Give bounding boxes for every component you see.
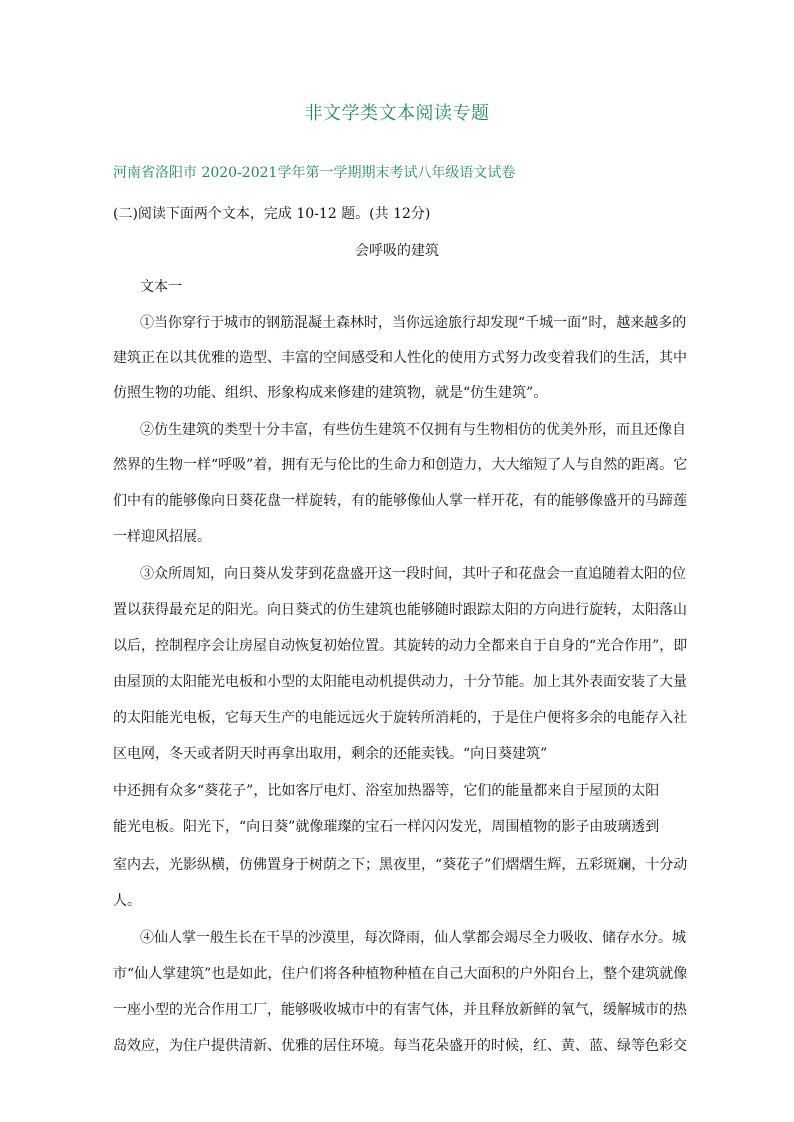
article-title: 会呼吸的建筑 xyxy=(355,243,439,259)
paragraph-line: ①当你穿行于城市的钢筋混凝土森林时，当你远途旅行却发现“千城一面”时，越来越多的 xyxy=(140,315,687,331)
paragraph-line: 中还拥有众多“葵花子”，比如客厅电灯、浴室加热器等，它们的能量都来自于屋顶的太阳 xyxy=(113,783,660,799)
document-title: 非文学类文本阅读专题 xyxy=(304,103,490,124)
paragraph-line: 一座小型的光合作用工厂，能够吸收城市中的有害气体，并且释放新鲜的氧气，缓解城市的热 xyxy=(113,1002,687,1018)
paragraph-line: ②仿生建筑的类型十分丰富，有些仿生建筑不仅拥有与生物相仿的优美外形，而且还像自 xyxy=(140,422,686,438)
paragraph-line: 人。 xyxy=(113,893,141,909)
paragraph-line: ④仙人掌一般生长在干旱的沙漠里，每次降雨，仙人掌都会竭尽全力吸收、储存水分。城 xyxy=(140,930,686,946)
paragraph-line: 能光电板。阳光下，“向日葵”就像璀璨的宝石一样闪闪发光，周围植物的影子由玻璃透到 xyxy=(113,819,660,835)
paragraph-line: 市“仙人掌建筑”也是如此，住户们将各种植物种植在自己大面积的户外阳台上，整个建筑就像 xyxy=(113,966,688,982)
paragraph-line: 一样迎风招展。 xyxy=(113,529,211,545)
paragraph-line: 建筑正在以其优雅的造型、丰富的空间感受和人性化的使用方式努力改变着我们的生活，其中 xyxy=(113,350,687,366)
paragraph-line: 们中有的能够像向日葵花盘一样旋转，有的能够像仙人掌一样开花，有的能够像盛开的马蹄莲 xyxy=(113,493,687,509)
paragraph-line: 置以获得最充足的阳光。向日葵式的仿生建筑也能够随时跟踪太阳的方向进行旋转，太阳落山 xyxy=(113,602,687,618)
question-instruction: (二)阅读下面两个文本，完成 10-12 题。(共 12分) xyxy=(113,206,431,222)
paragraph-line: 由屋顶的太阳能光电板和小型的太阳能电动机提供动力，十分节能。加上其外表面安装了大量 xyxy=(113,674,687,690)
paragraph-line: ③众所周知，向日葵从发芽到花盘盛开这一段时间，其叶子和花盘会一直追随着太阳的位 xyxy=(140,566,686,582)
paragraph-line: 区电网，冬天或者阴天时再拿出取用，剩余的还能卖钱。“向日葵建筑” xyxy=(113,746,548,762)
paragraph-line: 然界的生物一样“呼吸”着，拥有无与伦比的生命力和创造力，大大缩短了人与自然的距离。它 xyxy=(113,457,688,473)
paragraph-line: 室内去，光影纵横，仿佛置身于树荫之下；黑夜里，“葵花子”们熠熠生辉，五彩斑斓，十分动 xyxy=(113,857,688,873)
exam-source: 河南省洛阳市 2020-2021学年第一学期期末考试八年级语文试卷 xyxy=(113,165,516,181)
paragraph-line: 岛效应，为住户提供清新、优雅的居住环境。每当花朵盛开的时候，红、黄、蓝、绿等色彩交 xyxy=(113,1038,687,1054)
paragraph-line: 以后，控制程序会让房屋自动恢复初始位置。其旋转的动力全都来自于自身的“光合作用”，即 xyxy=(113,638,688,654)
paragraph-line: 的太阳能光电板，它每天生产的电能远远火于旋转所消耗的，于是住户便将多余的电能存入社 xyxy=(113,710,687,726)
text-section-label: 文本一 xyxy=(140,279,182,295)
paragraph-line: 仿照生物的功能、组织、形象构成来修建的建筑物，就是“仿生建筑”。 xyxy=(113,385,548,401)
